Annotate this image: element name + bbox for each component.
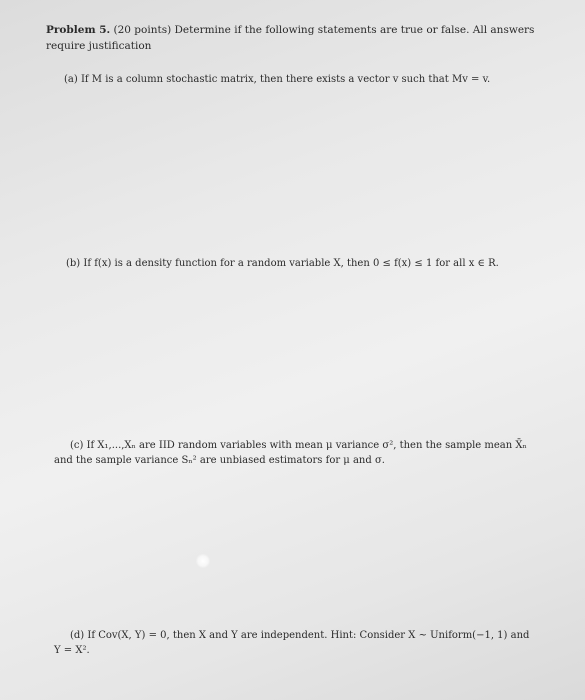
problem-heading <box>46 22 561 54</box>
part-d-line-1: (d) If Cov(X, Y) = 0, then X and Y are independent. Hint: Consider X ~ Uniform(−1, 1) and <box>70 630 530 641</box>
part-b <box>66 256 556 271</box>
part-c-line-1: (c) If X₁,...,Xₙ are IID random variables with mean μ variance σ², then the sample mean X̄ₙ <box>70 440 527 451</box>
part-d <box>54 628 559 658</box>
paper-glare <box>196 554 210 568</box>
part-c <box>54 438 559 468</box>
problem-instructions: (20 points) Determine if the following statements are true or false. All answers require justification <box>46 24 535 52</box>
part-a <box>64 72 554 87</box>
part-c-line-2: and the sample variance Sₙ² are unbiased estimators for μ and σ. <box>54 455 385 466</box>
part-d-line-2: Y = X². <box>54 645 90 656</box>
problem-label: Problem 5. <box>46 24 111 36</box>
part-b-text: (b) If f(x) is a density function for a random variable X, then 0 ≤ f(x) ≤ 1 for all x ∈ R. <box>66 258 499 269</box>
part-a-text: (a) If M is a column stochastic matrix, then there exists a vector v such that Mv = v. <box>64 74 491 85</box>
